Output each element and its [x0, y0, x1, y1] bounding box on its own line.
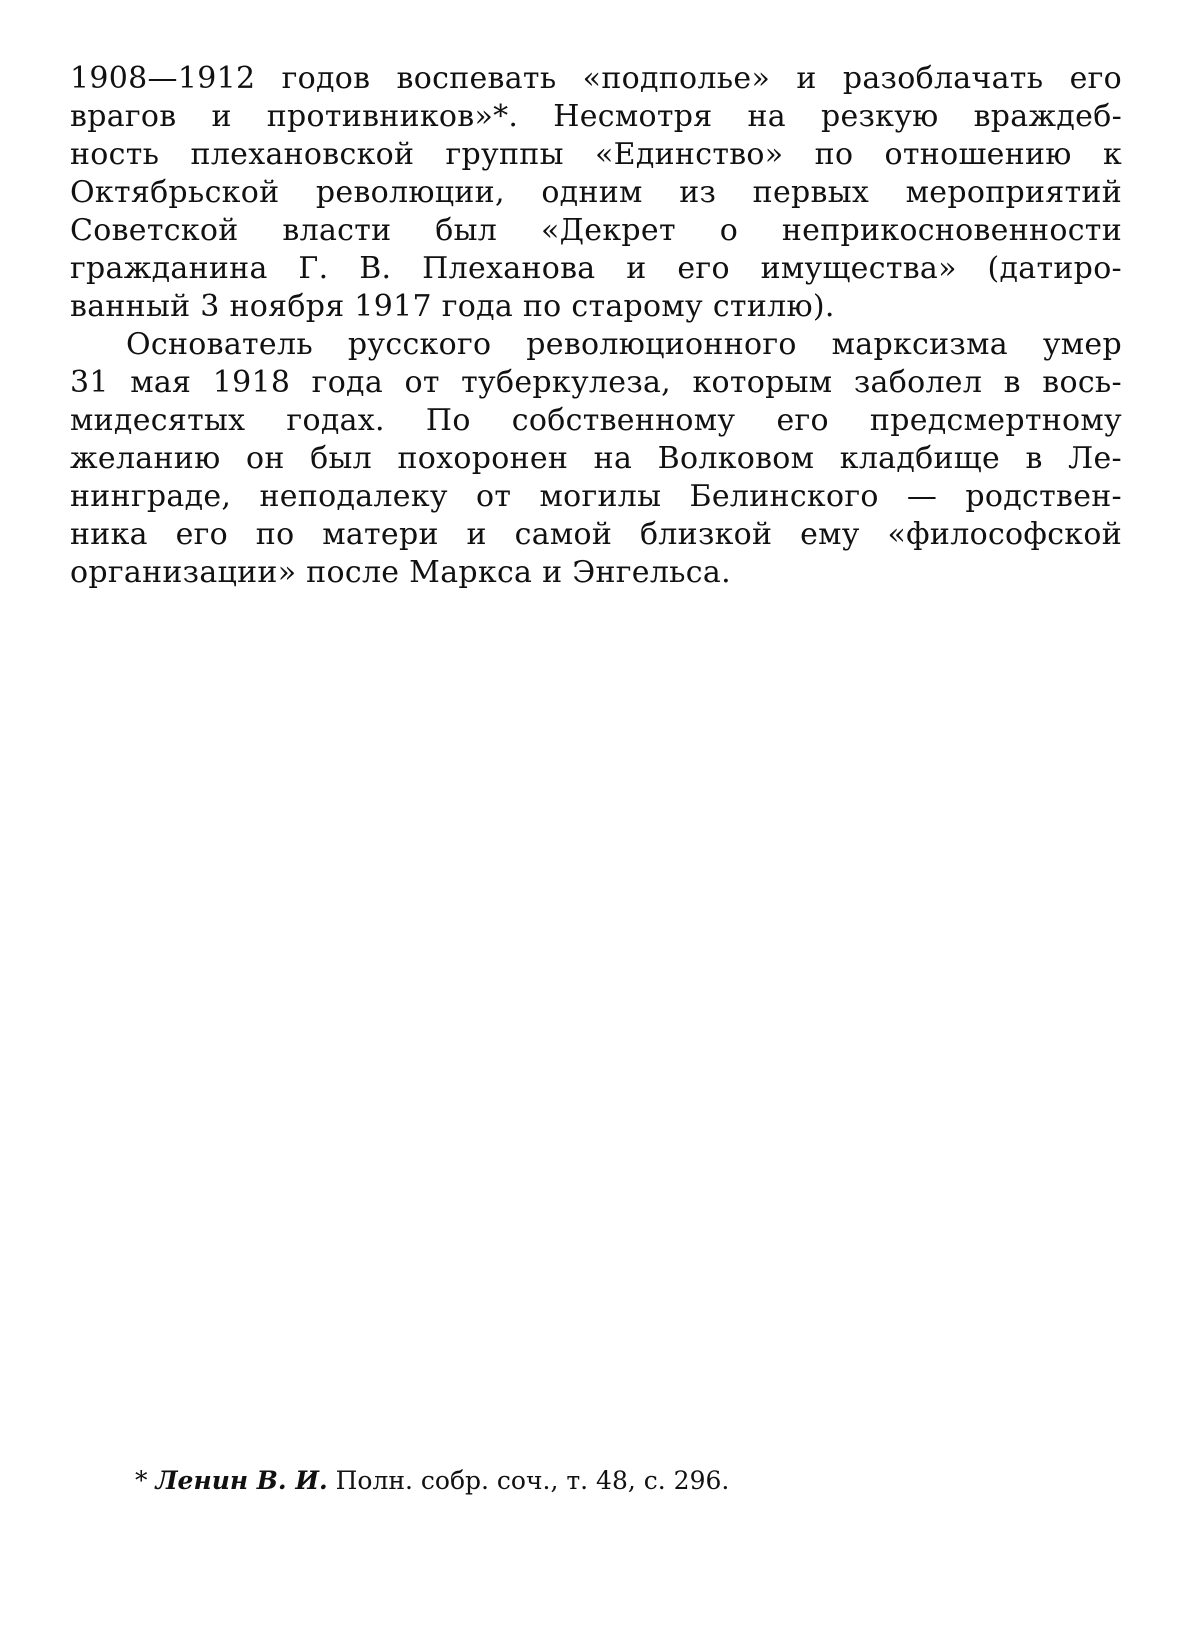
text-line: врагов и противников»*. Несмотря на резкую враждеб-: [70, 99, 1122, 134]
paragraph-2: [70, 326, 1122, 592]
text-line: ника его по матери и самой близкой ему «философской: [70, 517, 1122, 552]
footnote-author: Ленин В. И.: [155, 1466, 328, 1495]
text-line: мидесятых годах. По собственному его предсмертному: [70, 403, 1122, 438]
text-line: ванный 3 ноября 1917 года по старому стилю).: [70, 289, 835, 324]
footnote-citation: Полн. собр. соч., т. 48, с. 296.: [335, 1466, 730, 1495]
text-line: нинграде, неподалеку от могилы Белинского — родствен-: [70, 479, 1122, 514]
footnote: [135, 1466, 1035, 1496]
footnote-marker: *: [135, 1466, 148, 1495]
text-line: желанию он был похоронен на Волковом кладбище в Ле-: [70, 441, 1122, 476]
text-line: организации» после Маркса и Энгельса.: [70, 555, 731, 590]
text-line: Основатель русского революционного марксизма умер: [126, 327, 1122, 362]
text-line: Октябрьской революции, одним из первых мероприятий: [70, 175, 1122, 210]
text-line: 31 мая 1918 года от туберкулеза, которым заболел в вось-: [70, 365, 1122, 400]
text-line: Советской власти был «Декрет о неприкосновенности: [70, 213, 1122, 248]
paragraph-1: [70, 60, 1122, 326]
text-line: ность плехановской группы «Единство» по отношению к: [70, 137, 1122, 172]
text-line: гражданина Г. В. Плеханова и его имущества» (датиро-: [70, 251, 1122, 286]
text-line: 1908—1912 годов воспевать «подполье» и разоблачать его: [70, 61, 1122, 96]
main-text: [70, 60, 1122, 592]
